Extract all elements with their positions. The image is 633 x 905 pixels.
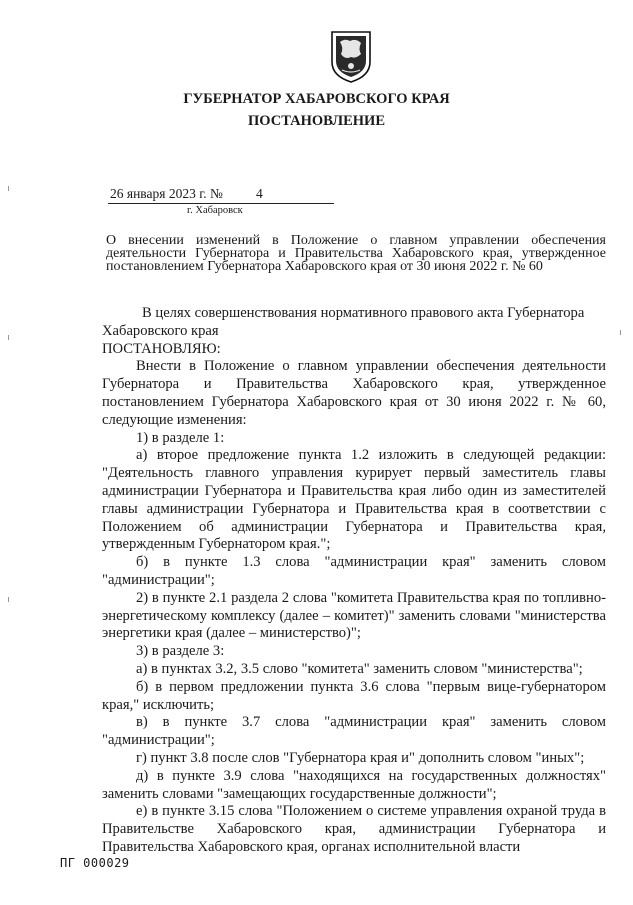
document-date: 26 января 2023 г. № — [110, 186, 223, 201]
document-city: г. Хабаровск — [187, 205, 243, 216]
body-paragraph: 2) в пункте 2.1 раздела 2 слова "комитета Правительства края по топливно-энергетическому комплексу (далее – комитет)" заменить словами "министерства энергетики края (далее – министерство)"; — [102, 589, 606, 642]
body-paragraph: в) в пункте 3.7 слова "администрации края" заменить словом "администрации"; — [102, 714, 606, 749]
body-paragraph: а) в пунктах 3.2, 3.5 слово "комитета" заменить словом "министерства"; — [136, 660, 583, 677]
margin-mark — [8, 597, 9, 602]
organization-heading: ГУБЕРНАТОР ХАБАРОВСКОГО КРАЯ — [183, 91, 450, 107]
date-underline — [108, 203, 334, 204]
document-number: 4 — [256, 186, 263, 201]
body-paragraph: г) пункт 3.8 после слов "Губернатора края и" дополнить словом "иных"; — [136, 749, 585, 766]
body-paragraph: е) в пункте 3.15 слова "Положением о системе управления охраной труда в Правительстве Хабаровского края, администрации Губернатора и Правительства Хабаровского края, органах исполнительной власти — [102, 803, 606, 855]
document-body — [102, 305, 606, 857]
body-paragraph: б) в первом предложении пункта 3.6 слова "первым вице-губернатором края," исключить; — [102, 678, 606, 713]
body-paragraph: Внести в Положение о главном управлении обеспечения деятельности Губернатора и Правительства Хабаровского края, утвержденное постановлением Губернатора Хабаровского края от 30 июня 2022 г. № 60, следующие изменения: — [102, 358, 606, 428]
document-type-heading: ПОСТАНОВЛЕНИЕ — [247, 113, 385, 129]
body-paragraph: а) второе предложение пункта 1.2 изложить в следующей редакции: "Деятельность главного управления курирует первый заместитель главы администрации Губернатора и Правительства края либо один из заместителей главы администрации Губернатора и Правительства края в соответствии с Положением об администрации Губернатора и Правительства края, утвержденным Губернатором края."; — [102, 447, 606, 553]
margin-mark — [8, 186, 9, 191]
body-paragraph: д) в пункте 3.9 слова "находящихся на государственных должностях" заменить словами "замещающих государственные должности"; — [102, 767, 606, 802]
document-title: О внесении изменений в Положение о главном управлении обеспечения деятельности Губернатора и Правительства Хабаровского края, утвержденное постановлением Губернатора Хабаровского края от 30 июня 2022 г. № 60 — [106, 233, 606, 274]
preamble-paragraph: В целях совершенствования нормативного правового акта Губернатора Хабаровского края — [102, 305, 585, 339]
margin-mark — [620, 330, 621, 335]
decree-word: ПОСТАНОВЛЯЮ: — [102, 340, 221, 357]
body-paragraph: 3) в разделе 3: — [136, 643, 225, 660]
form-serial-stamp: ПГ 000029 — [60, 856, 130, 870]
coat-of-arms-icon — [330, 30, 372, 84]
body-paragraph: б) в пункте 1.3 слова "администрации края" заменить словом "администрации"; — [102, 554, 606, 588]
margin-mark — [8, 335, 9, 340]
body-paragraph: 1) в разделе 1: — [136, 429, 225, 446]
